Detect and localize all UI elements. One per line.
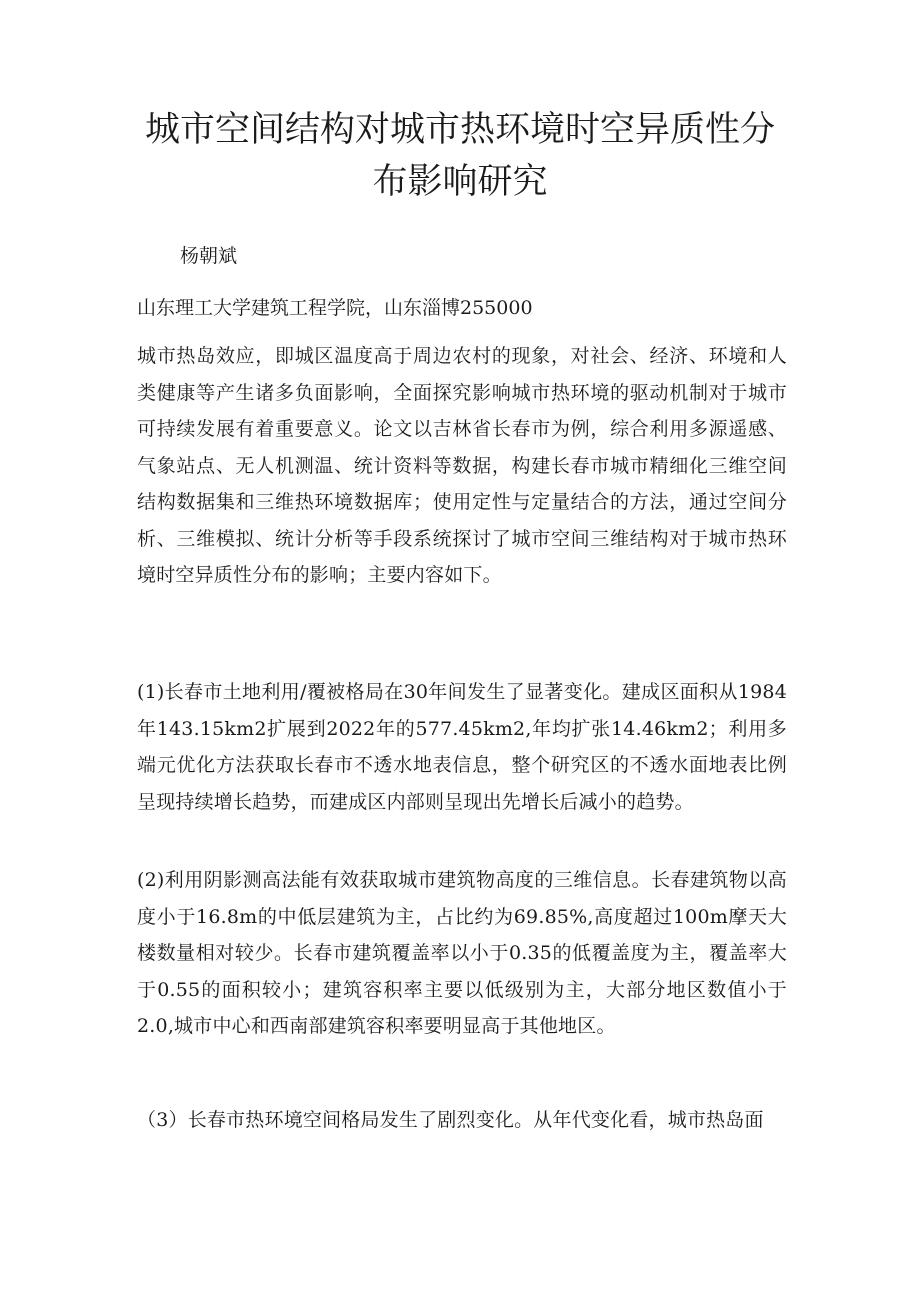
document-title-line-2: 布影响研究 bbox=[372, 162, 548, 202]
author-name: 杨朝斌 bbox=[180, 245, 238, 267]
abstract-paragraph: 城市热岛效应，即城区温度高于周边农村的现象，对社会、经济、环境和人类健康等产生诸多负面影响，全面探究影响城市热环境的驱动机制对于城市可持续发展有着重要意义。论文以吉林省长春市为例，综合利用多源遥感、气象站点、无人机测温、统计资料等数据，构建长春市城市精细化三维空间结构数据集和三维热环境数据库；使用定性与定量结合的方法，通过空间分析、三维模拟、统计分析等手段系统探讨了城市空间三维结构对于城市热环境时空异质性分布的影响；主要内容如下。 bbox=[137, 345, 787, 586]
finding-paragraph-2: (2)利用阴影测高法能有效获取城市建筑物高度的三维信息。长春建筑物以高度小于16.8m的中低层建筑为主，占比约为69.85%,高度超过100m摩天大楼数量相对较少。长春市建筑覆盖率以小于0.35的低覆盖度为主，覆盖率大于0.55的面积较小；建筑容积率主要以低级别为主，大部分地区数值小于2.0,城市中心和西南部建筑容积率要明显高于其他地区。 bbox=[137, 869, 787, 1037]
author-affiliation: 山东理工大学建筑工程学院，山东淄博255000 bbox=[137, 297, 533, 319]
finding-paragraph-3: （3）长春市热环境空间格局发生了剧烈变化。从年代变化看，城市热岛面 bbox=[137, 1109, 764, 1131]
finding-paragraph-1: (1)长春市土地利用/覆被格局在30年间发生了显著变化。建成区面积从1984年143.15km2扩展到2022年的577.45km2,年均扩张14.46km2；利用多端元优化方法获取长春市不透水地表信息，整个研究区的不透水面地表比例呈现持续增长趋势，而建成区内部则呈现出先增长后减小的趋势。 bbox=[137, 681, 787, 813]
document-title-line-1: 城市空间结构对城市热环境时空异质性分 bbox=[144, 110, 775, 150]
